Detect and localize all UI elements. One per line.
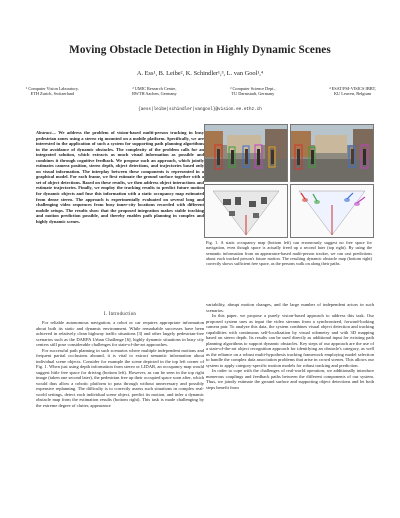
static-occupancy-graphic [205,185,287,237]
static-occupancy-map [204,184,288,238]
street-image-1 [204,124,288,182]
abstract-text: — We address the problem of vision-based multi-person tracking in busy pedestrian zones using a stereo rig mounted on a mobile platform. Specifically, we are interested in the application of such a system for supporting path planning algorithms in the avoidance of dynamic obstacles. The complexity of the problem calls for an integrated solution, which extracts as much visual information as possible and combines it through cognitive feedback. We propose such an approach, which jointly estimates camera position, stereo depth, object detections, and trajectories based only on visual information. The interplay between these components is represented in a graphical model. For each frame, we first estimate the ground surface together with a set of object detections. Based on these results, we then address object interactions and estimate trajectories. Finally, we employ the tracking results to predict future motion for dynamic objects and fuse this information with a static occupancy map estimated from dense stereo. The approach is experimentally evaluated on several long and challenging video sequences from busy inner-city locations recorded with different mobile setups. The results show that the proposed integration makes stable tracking and motion prediction possible, and thereby enables path planning in complex and highly dynamic scenes. [36,130,204,224]
abstract-label: Abstract [36,130,52,135]
paper-title: Moving Obstacle Detection in Highly Dynamic Scenes [69,44,331,56]
abstract [36,130,204,224]
street-scene-1-graphic [205,125,287,181]
street-scene-2-graphic [291,125,373,181]
affiliation-3: ³ Computer Science Dept., TU Darmstadt, Germany [230,86,276,97]
affiliation-2: ² UMIC Research Centre, RWTH Aachen, Germany [132,86,177,97]
section-heading: I. Introduction [103,312,137,317]
affiliation-1: ¹ Computer Vision Laboratory, ETH Zurich, Switzerland [26,86,79,97]
dynamic-obstacle-graphic [291,185,373,237]
body-paragraph: In this paper, we propose a purely vision-based approach to address this task. Our proposed system uses as input the video streams from a synchronized, forward-looking camera pair. To analyze this data, the system combines visual object detection and tracking capabilities with continuous self-localization by visual odometry and with 3D mapping based on stereo depth. Its results can be used directly as additional input for existing path planning algorithms to support dynamic obstacles. Key steps of our approach are the use of a state-of-the-art object recognition approach for identifying an obstacle's category, as well as the reliance on a robust multi-hypothesis tracking framework employing model selection to handle the complex data association problems that arise in crowd scenes. This allows our system to apply category-specific motion models for robust tracking and prediction. [206,313,374,368]
figure-1 [204,124,372,236]
body-paragraph: variability, abrupt motion changes, and the large number of independent actors in such scenarios. [206,302,374,313]
body-paragraph: In order to cope with the challenges of real-world operation, we additionally introduce numerous couplings and feedback paths between the different components of our system. Thus, we jointly estimate the ground surface and supporting object detections and let both steps benefit from [206,368,374,390]
author-email: {aess|leibe|schindler|vangool}@vision.ee.ethz.ch [138,107,262,112]
affiliation-4: ⁴ ESAT/PSI-VISICS IBBT, KU Leuven, Belgium [329,86,376,97]
intro-paragraph: For reliable autonomous navigation, a robot or car requires appropriate information about both its static and dynamic environment. While remarkable successes have been achieved in relatively clean highway traffic situations [3] and other largely pedestrian-free scenarios such as the DARPA Urban Challenge [6], highly dynamic situations in busy city centers still pose considerable challenges for state-of-the-art approaches. [36,320,204,347]
dynamic-obstacle-map [290,184,374,238]
intro-column [36,320,204,408]
right-column [206,302,374,390]
figure-caption: Fig. 1. A static occupancy map (bottom left) can erroneously suggest no free space for navigation, even though space is actually freed up a second later (top right). By using the semantic information from an appearance-based multi-person tracker, we can cast predictions about each tracked person's future motion. The resulting dynamic obstacle map (bottom right) correctly shows sufficient free space, as the persons walk on along their paths. [206,240,372,266]
author-list: A. Ess¹, B. Leibe², K. Schindler¹,³, L. van Gool¹,⁴ [136,70,264,77]
intro-paragraph: For successful path planning in such scenarios where multiple independent motions and frequent partial occlusions abound, it is vital to extract semantic information about individual scene objects. Consider for example the scene depicted in the top left corner of Fig. 1. When just using depth information from stereo or LIDAR, an occupancy map would suggest little free space for driving (bottom left). However, as can be seen in the top right image (taken one second later), the pedestrian free up their occupied space soon after, which would thus allow a robotic platform to pass through without unnecessary and possibly expensive replanning. The difficulty is to correctly assess such situations in complex real-world settings, detect each individual scene object, predict its motion, and infer a dynamic obstacle map from the estimation results (bottom right). This task is made challenging by the extreme degree of clutter, appearance [36,347,204,408]
street-image-2 [290,124,374,182]
affiliations [26,86,376,96]
